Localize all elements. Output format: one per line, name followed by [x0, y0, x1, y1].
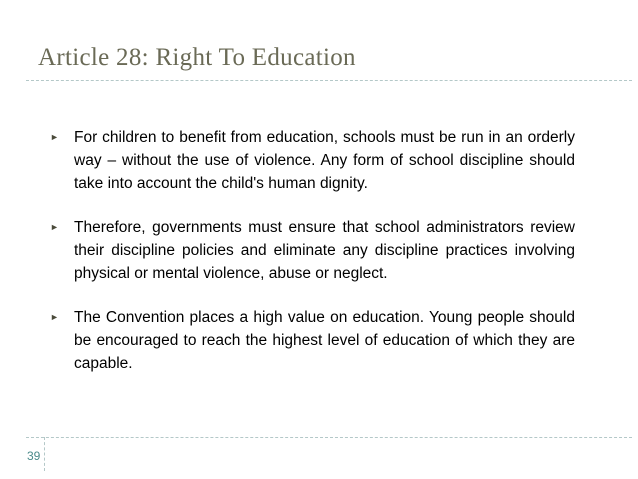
- triangle-bullet-icon: ►: [50, 132, 59, 142]
- bullet-item: [50, 216, 575, 285]
- bullet-list: [50, 126, 575, 396]
- title-divider: [26, 80, 632, 81]
- bullet-text: The Convention places a high value on education. Young people should be encouraged to reach the highest level of education of which they are capable.: [74, 309, 575, 372]
- bullet-item: [50, 126, 575, 195]
- triangle-bullet-icon: ►: [50, 312, 59, 322]
- bullet-text: For children to benefit from education, schools must be run in an orderly way – without the use of violence. Any form of school discipline should take into account the child's human dignity.: [74, 129, 575, 192]
- footer-vertical-divider: [44, 437, 45, 471]
- slide-title: Article 28: Right To Education: [38, 44, 356, 71]
- triangle-bullet-icon: ►: [50, 222, 59, 232]
- bullet-item: [50, 306, 575, 375]
- bullet-text: Therefore, governments must ensure that school administrators review their discipline policies and eliminate any discipline practices involving physical or mental violence, abuse or neglect.: [74, 219, 575, 282]
- footer-divider: [26, 437, 632, 438]
- page-number: 39: [27, 449, 41, 463]
